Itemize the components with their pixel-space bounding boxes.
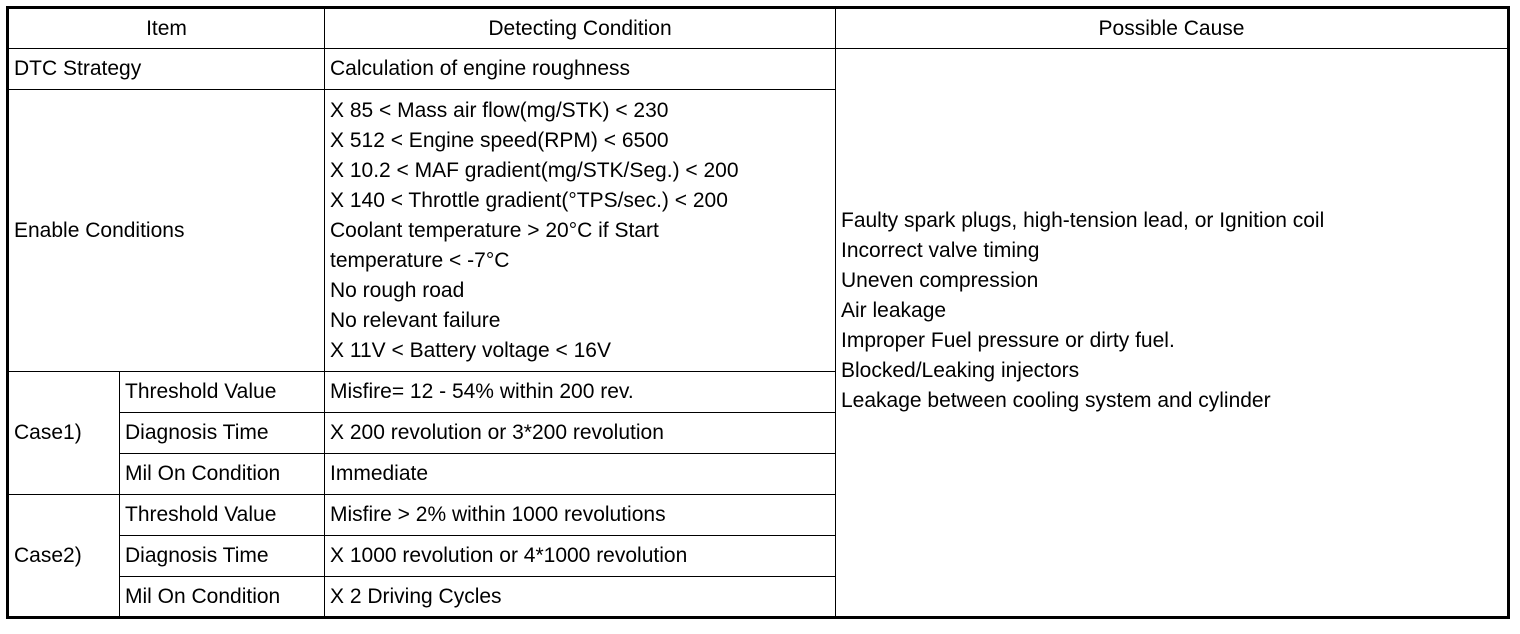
cause-item: Improper Fuel pressure or dirty fuel. xyxy=(841,328,1175,352)
case2-label: Case2) xyxy=(8,495,120,618)
enable-condition: X 10.2 < MAF gradient(mg/STK/Seg.) < 200 xyxy=(330,158,739,182)
enable-condition: X 11V < Battery voltage < 16V xyxy=(330,338,611,362)
enable-condition: No rough road xyxy=(330,278,465,302)
header-item: Item xyxy=(8,8,325,49)
case1-mil-label: Mil On Condition xyxy=(120,454,325,495)
case1-mil-value: Immediate xyxy=(325,454,836,495)
dtc-table xyxy=(6,6,1510,619)
cause-item: Uneven compression xyxy=(841,268,1039,292)
case1-threshold-label: Threshold Value xyxy=(120,372,325,413)
cause-item: Leakage between cooling system and cylinder xyxy=(841,388,1271,412)
cause-item: Air leakage xyxy=(841,298,947,322)
header-row xyxy=(8,8,1509,49)
enable-conditions-list xyxy=(325,90,836,372)
enable-condition: No relevant failure xyxy=(330,308,501,332)
enable-condition: temperature < -7°C xyxy=(330,248,510,272)
header-detecting-condition: Detecting Condition xyxy=(325,8,836,49)
possible-cause-cell xyxy=(836,49,1509,618)
case1-diagnosis-label: Diagnosis Time xyxy=(120,413,325,454)
header-possible-cause: Possible Cause xyxy=(836,8,1509,49)
case2-diagnosis-label: Diagnosis Time xyxy=(120,536,325,577)
cause-item: Faulty spark plugs, high-tension lead, or Ignition coil xyxy=(841,208,1325,232)
enable-condition: X 140 < Throttle gradient(°TPS/sec.) < 200 xyxy=(330,188,728,212)
case2-threshold-value: Misfire > 2% within 1000 revolutions xyxy=(325,495,836,536)
cause-item: Incorrect valve timing xyxy=(841,238,1040,262)
case2-diagnosis-value: X 1000 revolution or 4*1000 revolution xyxy=(325,536,836,577)
strategy-value: Calculation of engine roughness xyxy=(325,49,836,90)
table-row-strategy xyxy=(8,49,1509,90)
case2-mil-value: X 2 Driving Cycles xyxy=(325,577,836,618)
enable-condition: Coolant temperature > 20°C if Start xyxy=(330,218,659,242)
case1-threshold-value: Misfire= 12 - 54% within 200 rev. xyxy=(325,372,836,413)
enable-label: Enable Conditions xyxy=(8,90,325,372)
case2-threshold-label: Threshold Value xyxy=(120,495,325,536)
possible-cause-list xyxy=(841,206,1502,416)
cause-item: Blocked/Leaking injectors xyxy=(841,358,1080,382)
case1-label: Case1) xyxy=(8,372,120,495)
case1-diagnosis-value: X 200 revolution or 3*200 revolution xyxy=(325,413,836,454)
strategy-label: DTC Strategy xyxy=(8,49,325,90)
enable-condition: X 85 < Mass air flow(mg/STK) < 230 xyxy=(330,98,669,122)
enable-condition: X 512 < Engine speed(RPM) < 6500 xyxy=(330,128,669,152)
case2-mil-label: Mil On Condition xyxy=(120,577,325,618)
